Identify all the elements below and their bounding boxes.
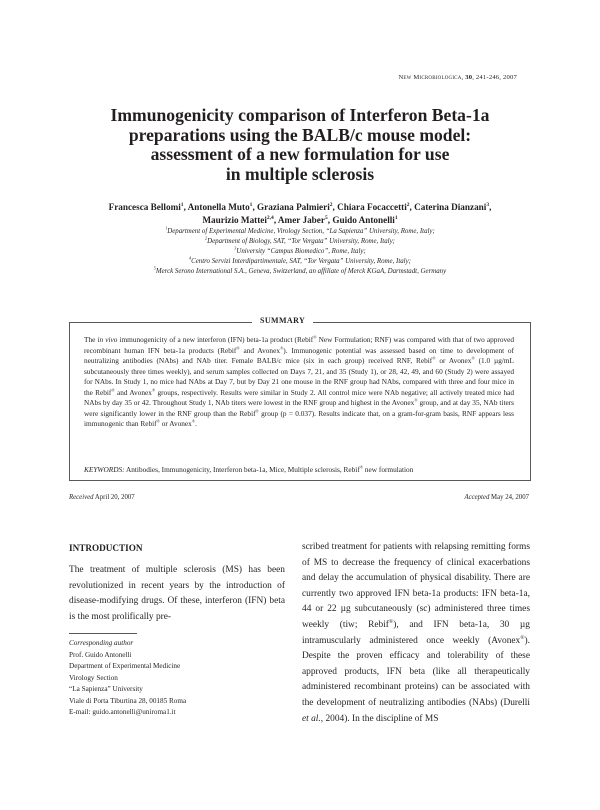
author-name: Maurizio Mattei: [202, 214, 267, 225]
title-line: Immunogenicity comparison of Interferon Beta-1a: [110, 105, 490, 125]
summary-part: immunogenicity of a new interferon (IFN) beta-1a product (Rebif: [119, 335, 314, 344]
author-name: Chiara Focaccetti: [337, 202, 407, 212]
affiliation-sup: 2: [205, 235, 208, 241]
registered-mark: ®: [236, 345, 240, 351]
footnote-rule: [69, 633, 137, 634]
affiliation-list: [60, 227, 540, 277]
author-name: Guido Antonelli: [332, 214, 395, 225]
title-line: preparations using the BALB/c mouse model:: [128, 124, 472, 145]
corresponding-author-block: [69, 638, 186, 719]
title-line: assessment of a new formulation for use: [150, 144, 450, 164]
registered-mark: ®: [471, 355, 475, 361]
author-name: Amer Jaber: [277, 214, 325, 225]
registered-mark: ®: [359, 464, 364, 470]
author-sup: 5: [324, 214, 328, 221]
affiliation-sup: 3: [234, 245, 237, 251]
affiliation-text: Department of Biology, SAT, “Tor Vergata” University, Rome, Italy;: [207, 237, 395, 245]
registered-mark: ®: [313, 334, 317, 340]
intro-italic: et al.: [302, 713, 321, 724]
registered-mark: ®: [255, 408, 259, 414]
corresponding-line: Prof. Guido Antonelli: [69, 650, 132, 659]
intro-part: ), and IFN beta-1a, 30 µg intramuscularly administered once weekly (Avonex: [302, 619, 530, 646]
intro-part: , 2004). In the discipline of MS: [320, 713, 439, 724]
author-name: Graziana Palmieri: [257, 202, 330, 212]
corresponding-email[interactable]: E-mail: guido.antonelli@uniroma1.it: [69, 708, 176, 716]
summary-italic: in vivo: [97, 335, 118, 344]
intro-part: ). Despite the proven efficacy and tolerability of these approved products, IFN beta (like all therapeutically administered recombinant proteins) can be associated with the development of neutralizing antibodies (NAbs) (Durelli: [302, 635, 530, 708]
affiliation-sup: 5: [153, 265, 156, 271]
registered-mark: ®: [111, 387, 115, 393]
author-name: Francesca Bellomi: [108, 202, 181, 212]
affiliation: [60, 227, 540, 237]
intro-part: scribed treatment for patients with relapsing remitting forms of MS to decrease the frequency of clinical exacerbations and delay the accumulation of physical disability. There are currently two approved IFN beta-1a products: IFN beta-1a, 44 or 22 µg subcutaneously (sc) administered three times weekly (tiw; Rebif: [302, 542, 530, 630]
summary-part: and Avonex: [116, 387, 152, 397]
summary-part: or Avonex: [161, 419, 192, 428]
affiliation-sup: 4: [189, 255, 192, 261]
summary-part: group (p = 0.037). Results indicate that, on a gram-for-gram basis, RNF appears less immunogenic than Rebif: [84, 408, 514, 428]
author-sup: 2: [406, 201, 410, 208]
keywords-text: Antibodies, Immunogenicity, Interferon beta-1a, Mice, Multiple sclerosis, Rebif: [125, 465, 360, 474]
keywords: [84, 465, 514, 474]
journal-volume: 30: [465, 74, 473, 81]
affiliation: [60, 247, 540, 257]
corresponding-line: Viale di Porta Tiburtina 28, 00185 Roma: [69, 696, 187, 705]
author-sup: 2,4: [266, 214, 274, 221]
author-sup: 2: [329, 201, 333, 208]
intro-column-2: [302, 540, 530, 727]
corresponding-line: Department of Experimental Medicine: [69, 662, 181, 670]
keywords-label: KEYWORDS:: [84, 465, 125, 474]
accepted-date: [464, 494, 529, 501]
summary-part: .: [195, 419, 197, 428]
registered-mark: ®: [388, 618, 394, 625]
affiliation: [60, 237, 540, 247]
affiliation: [60, 257, 540, 267]
author-sup: 1: [394, 214, 398, 221]
corresponding-line: “La Sapienza” University: [69, 685, 143, 693]
affiliation-text: University “Campus Biomedico”, Rome, Italy;: [236, 247, 366, 255]
summary-part: group, and at day 35, NAb titers were significantly lower in the RNF group than the Rebif: [84, 398, 515, 418]
paper-title: [60, 106, 540, 184]
summary-part: New Formulation; RNF) was compared with that of two approved recombinant human IFN beta-1a products (Rebif: [84, 335, 515, 355]
intro-column-1: The treatment of multiple sclerosis (MS) has been revolutionized in recent years by the introduction of disease-modifying drugs. Of these, interferon (IFN) beta is the most prolifically pre-: [69, 565, 285, 622]
author-sup: 1: [180, 201, 184, 208]
author-name: Antonella Muto: [187, 202, 250, 212]
received-label: Received: [69, 494, 94, 501]
registered-mark: ®: [414, 397, 418, 403]
summary-part: (1.0 µg/mL subcutaneously three times weekly), and serum samples collected on Days 7, 21, and 35 (Study 1), or 28, 42, 49, and 60 (Study 2) were assayed for NAbs. In Study 1, no mice had NAbs at Day 7, but by Day 21 one mouse in the RNF group had NAbs, compared with three and four mice in the Rebif: [84, 356, 515, 397]
summary-heading: SUMMARY: [252, 316, 313, 325]
author-name: Caterina Dianzani: [414, 202, 487, 212]
summary-part: ). Immunogenic potential was assessed based on time to development of neutralizing antibodies (NAbs) and NAb titer. Female BALB/c mice (six in each group) received RNF, Rebif: [84, 345, 514, 365]
corresponding-line: Virology Section: [69, 673, 118, 682]
accepted-label: Accepted: [464, 494, 490, 501]
summary-part: or Avonex: [439, 356, 472, 365]
summary-part: The: [84, 335, 96, 344]
affiliation-sup: 1: [165, 225, 168, 231]
affiliation-text: Merck Serono International S.A., Geneva, Switzerland, an affiliate of Merck KGaA, Darmstadt, Germany: [155, 267, 447, 275]
title-line: in multiple sclerosis: [225, 163, 375, 184]
author-list: [60, 201, 540, 226]
summary-part: and Avonex: [243, 345, 280, 355]
author-line-1: Francesca Bellomi$^1$, Antonella Muto$^1$, Graziana Palmieri$^2$, Chiara Focaccetti$^2$, Caterina Dianzani$^3$,: [108, 201, 492, 212]
affiliation-text: Department of Experimental Medicine, Virology Section, “La Sapienza” University, Rome, Italy;: [167, 228, 435, 235]
author-line-2: Maurizio Mattei$^{2,4}$, Amer Jaber$^5$, Guido Antonelli$^1$: [202, 214, 398, 225]
introduction-heading: INTRODUCTION: [69, 543, 143, 553]
summary-part: groups, respectively. Results were similar in Study 2. All control mice were NAb negative; all actively treated mice had NAbs by day 35 or 42. Throughout Study 1, NAb titers were lowest in the RNF group and highest in the Avonex: [84, 387, 515, 407]
journal-pages: , 241-246, 2007: [472, 74, 517, 81]
journal-name: New Microbiologica: [398, 74, 462, 81]
keywords-tail: new formulation: [364, 465, 414, 474]
corresponding-label: Corresponding author: [69, 639, 134, 647]
registered-mark: ®: [156, 418, 160, 424]
registered-mark: ®: [151, 387, 156, 393]
registered-mark: ®: [520, 634, 525, 641]
registered-mark: ®: [432, 355, 436, 361]
author-sup: 1: [249, 201, 253, 208]
registered-mark: ®: [279, 345, 284, 351]
summary-text: [84, 335, 514, 430]
affiliation: [60, 267, 540, 277]
registered-mark: ®: [191, 418, 196, 424]
affiliation-text: Centro Servizi Interdipartimentale, SAT, “Tor Vergata” University, Rome, Italy;: [191, 257, 411, 265]
received-value: April 20, 2007: [94, 494, 135, 501]
received-date: [69, 494, 135, 501]
accepted-value: May 24, 2007: [491, 494, 529, 501]
journal-citation: New Microbiologica, 30, 241-246, 2007: [398, 74, 517, 81]
author-sup: 3: [486, 201, 490, 208]
